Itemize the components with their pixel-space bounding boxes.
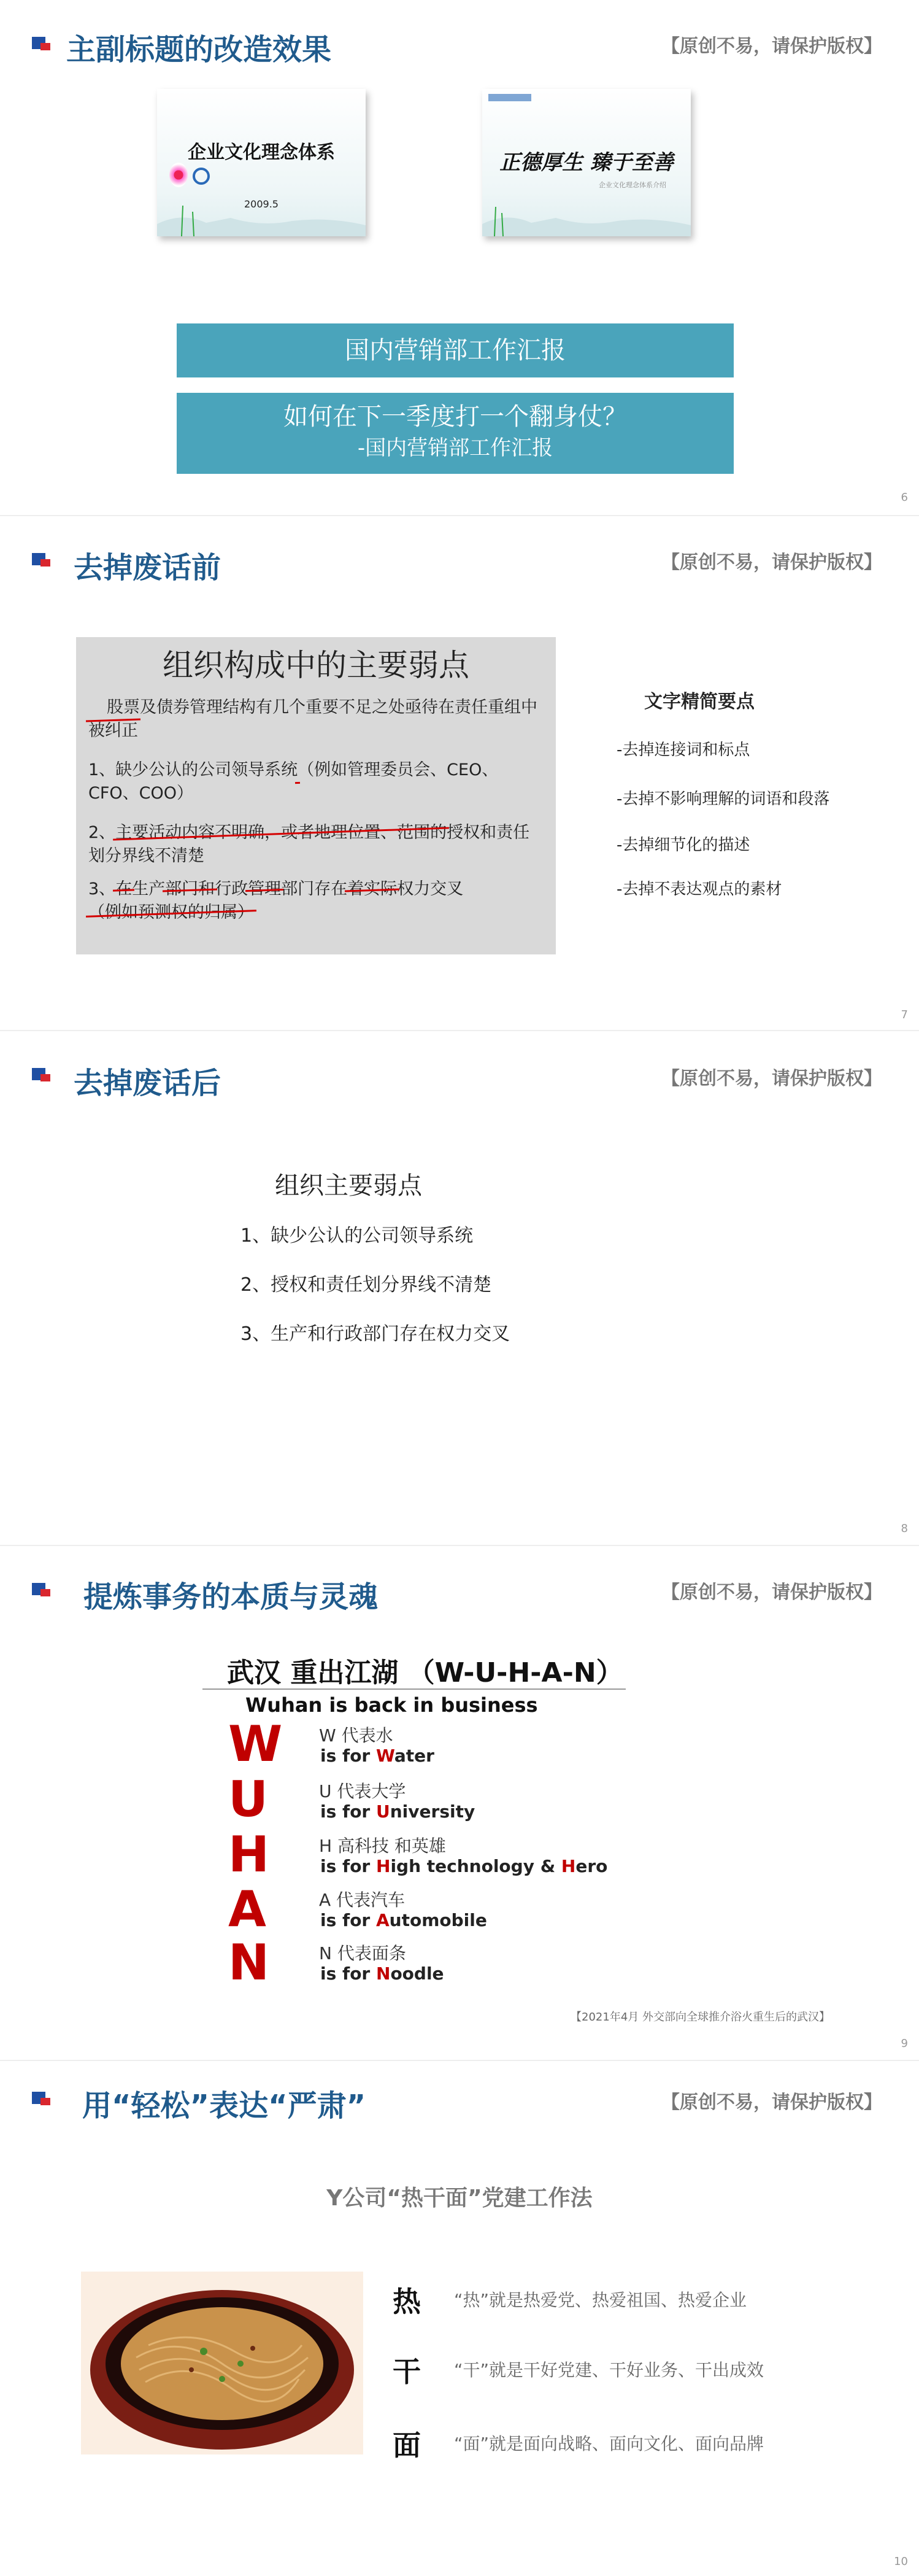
slide-relaxed-expression [0,2060,919,2575]
tip-item: -去掉不影响理解的词语和段落 [617,790,830,808]
letter-meaning-en: is for High technology & Hero [320,1856,608,1876]
box-heading: 组织构成中的主要弱点 [163,648,469,683]
struck-text: 股票及债券管理结构有几个重要不足之处亟待在责任重组中被纠正 [88,698,537,740]
emblem-icon [169,163,188,187]
kept-text: 3、 [88,880,116,899]
tip-item: -去掉不表达观点的素材 [617,880,782,899]
acronym-letter: H [228,1826,269,1883]
slide-title: 去掉废话前 [74,551,221,585]
after-subtitle-bar [177,393,734,474]
brand-logo-icon [32,1068,54,1083]
source-note: 【2021年4月 外交部向全球推介浴火重生后的武汉】 [571,2011,830,2024]
letter-meaning-en: is for Water [320,1746,434,1766]
slide-title-makeover [0,0,919,515]
tip-item: -去掉连接词和标点 [617,741,750,759]
letter-meaning-cn: W 代表水 [319,1725,393,1746]
company-logo-icon [488,94,531,101]
thumb-date: 2009.5 [244,198,279,210]
slide-title: 用“轻松”表达“严肃” [82,2089,366,2123]
struck-text: 着实际 [347,880,398,899]
noodle-bowl-icon [81,2272,363,2454]
kept-text: 2、 [88,823,116,842]
kept-text: 1、缺少公认的公司领导系统 [88,760,298,779]
tip-item: -去掉细节化的描述 [617,836,750,854]
copyright-notice: 【原创不易，请保护版权】 [661,2092,882,2113]
wuhan-headline: 武汉 重出江湖 （W-U-H-A-N） [227,1657,623,1688]
bar-sub-line: -国内营销部工作汇报 [357,436,553,460]
letter-meaning-cn: U 代表大学 [319,1781,406,1801]
letter-meaning-cn: A 代表汽车 [319,1890,406,1910]
slide-wuhan-essence [0,1545,919,2060]
slide-title: 主副标题的改造效果 [66,33,332,67]
slide-before-cleanup [0,515,919,1030]
brand-logo-icon [32,1583,54,1598]
letter-meaning-en: is for Automobile [320,1910,487,1930]
thumb-subtitle: 企业文化理念体系介绍 [599,181,666,189]
weakness-box [76,637,556,954]
acronym-letter: A [228,1881,266,1938]
landscape-decoration-icon [157,199,366,236]
paragraph-3 [88,878,542,924]
landscape-decoration-icon [482,199,691,236]
kept-text: 行政 [215,880,248,899]
kept-text: 授权和责任划分界线不清楚 [88,823,530,865]
method-title: Y公司“热干面”党建工作法 [326,2186,593,2211]
kept-text: 权力交叉 [397,880,464,899]
key-character: 热 [393,2285,421,2318]
struck-text: 主要活动内容不明确，或者地理位置、范围的 [115,823,447,842]
paragraph-2 [88,821,542,868]
struck-text: 部门和 [165,880,215,899]
letter-meaning-en: is for Noodle [320,1963,444,1984]
paragraph-0 [88,696,542,743]
copyright-notice: 【原创不易，请保护版权】 [661,552,882,573]
kept-text: 生产 [132,880,166,899]
acronym-letter: N [228,1934,269,1991]
character-meaning: “面”就是面向战略、面向文化、面向品牌 [454,2434,764,2454]
weakness-item: 2、授权和责任划分界线不清楚 [240,1274,492,1296]
character-meaning: “干”就是干好党建、干好业务、干出成效 [454,2360,764,2380]
before-subtitle-bar: 国内营销部工作汇报 [177,323,734,377]
key-character: 面 [393,2429,421,2462]
brand-logo-icon [32,2092,54,2106]
character-meaning: “热”就是热爱党、热爱祖国、热爱企业 [454,2290,747,2310]
page-number: 7 [901,1008,908,1021]
acronym-letter: U [228,1771,268,1828]
letter-meaning-cn: N 代表面条 [319,1943,406,1963]
company-logo-icon [193,168,210,185]
brand-logo-icon [32,553,54,568]
page-number: 10 [894,2555,908,2568]
page-number: 8 [901,1522,908,1535]
divider [202,1688,626,1690]
copyright-notice: 【原创不易，请保护版权】 [661,1582,882,1603]
acronym-letter: W [228,1715,283,1773]
kept-text: 部门存在 [281,880,348,899]
brand-logo-icon [32,37,54,52]
hot-dry-noodles-photo [81,2272,363,2454]
wuhan-subline: Wuhan is back in business [245,1693,538,1717]
struck-text: （例如管理委员会、CEO、CFO、COO） [88,760,499,803]
weakness-item: 3、生产和行政部门存在权力交叉 [240,1323,510,1345]
thumb-title: 企业文化理念体系 [188,142,335,163]
calligraphy-title: 正德厚生 臻于至善 [499,150,674,175]
struck-text: 在 [115,880,133,899]
bar-main-line: 如何在下一季度打一个翻身仗？ [283,403,627,431]
thumbnail-after [482,89,691,236]
copyright-notice: 【原创不易，请保护版权】 [661,1068,882,1089]
weakness-heading: 组织主要弱点 [275,1172,422,1200]
thumbnail-before [157,89,366,236]
letter-meaning-en: is for University [320,1801,475,1822]
key-character: 干 [393,2355,421,2388]
page-number: 9 [901,2037,908,2050]
tips-heading: 文字精简要点 [644,691,755,713]
struck-text: （例如预测权的归属） [88,903,254,922]
struck-text: 管理 [248,880,282,899]
slide-after-cleanup [0,1030,919,1545]
copyright-notice: 【原创不易，请保护版权】 [661,36,882,57]
slide-title: 提炼事务的本质与灵魂 [83,1580,379,1614]
page-number: 6 [901,491,908,504]
weakness-item: 1、缺少公认的公司领导系统 [240,1225,474,1247]
paragraph-1 [88,759,542,805]
slide-title: 去掉废话后 [74,1066,221,1100]
letter-meaning-cn: H 高科技 和英雄 [319,1836,446,1856]
